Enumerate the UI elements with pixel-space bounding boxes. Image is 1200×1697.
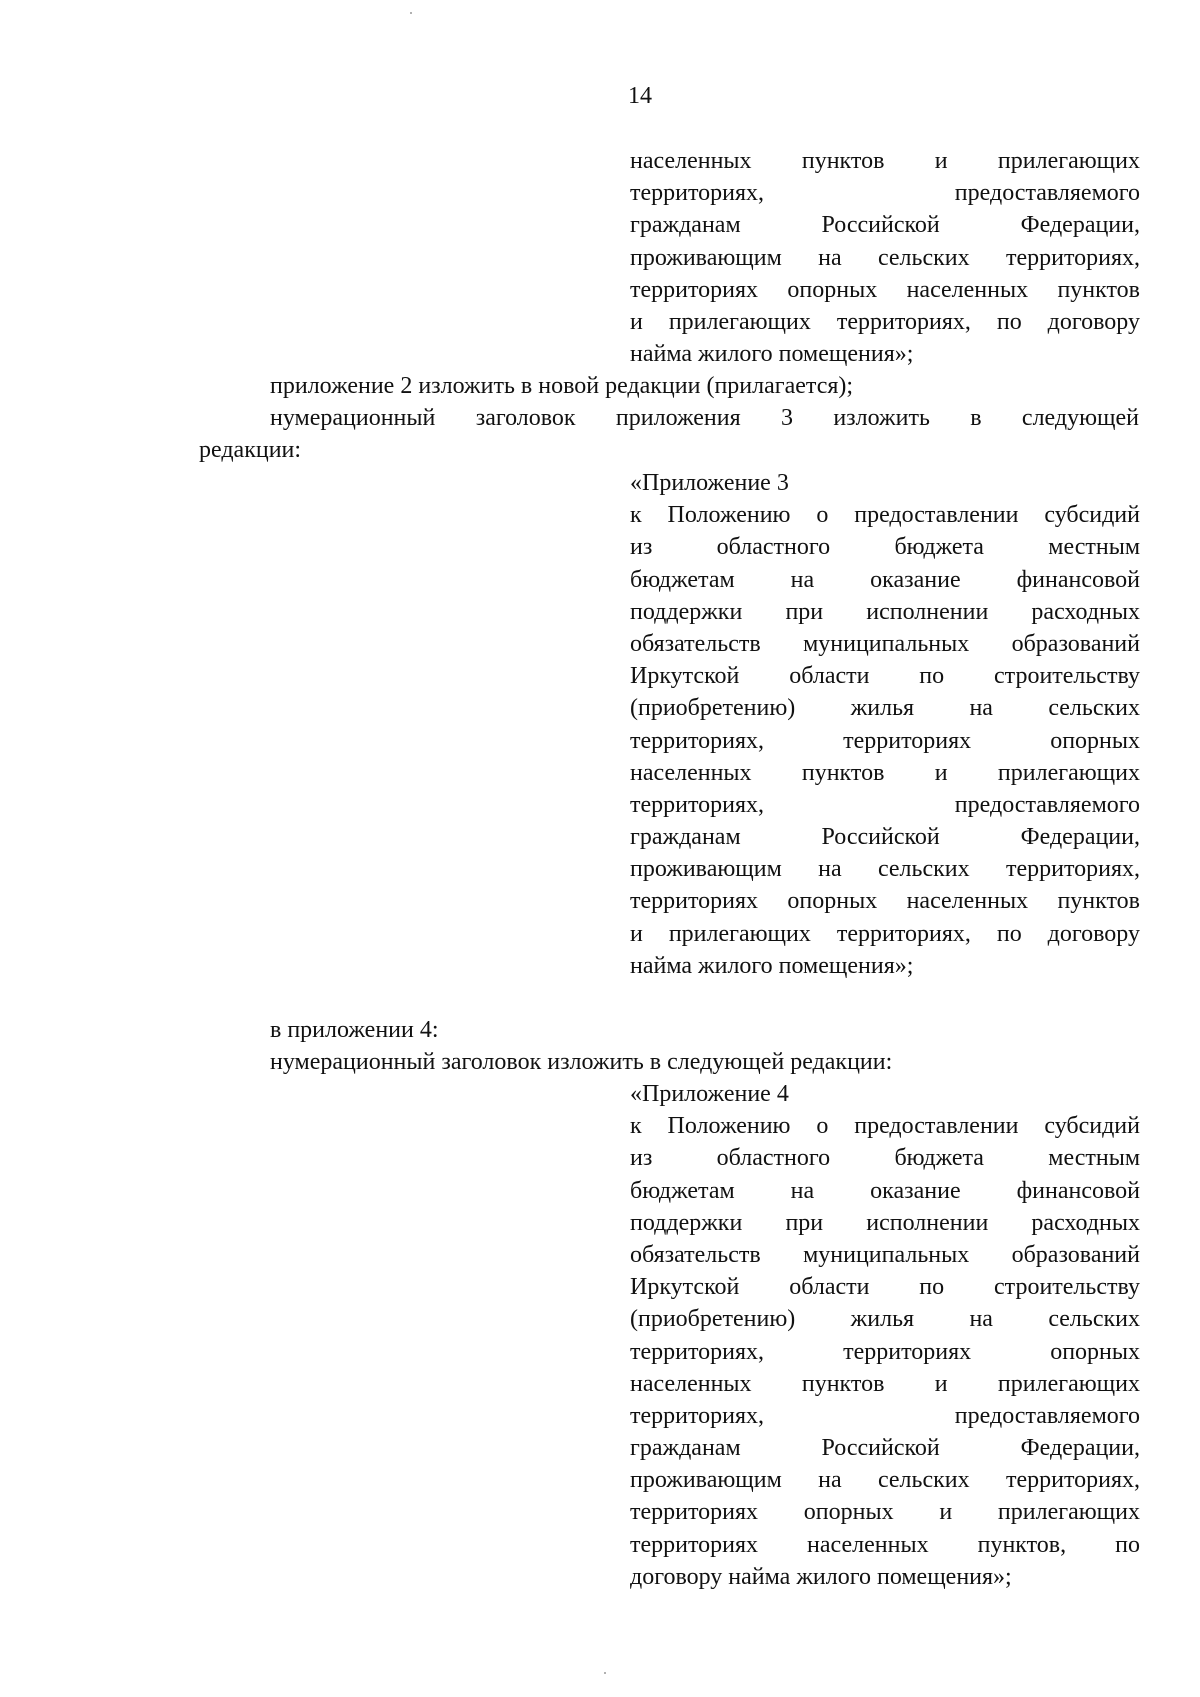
appendix-3-line: бюджетам на оказание финансовой — [630, 566, 1140, 593]
appendix-4-line: территориях опорных и прилегающих — [630, 1499, 1140, 1526]
top-block-line: гражданам Российской Федерации, — [630, 212, 1140, 239]
page-number: 14 — [628, 83, 652, 109]
appendix-3-line: к Положению о предоставлении субсидий — [630, 502, 1140, 529]
appendix-3-line: проживающим на сельских территориях, — [630, 856, 1140, 883]
appendix-4-line: (приобретению) жилья на сельских — [630, 1306, 1140, 1333]
top-block-line: территориях, предоставляемого — [630, 180, 1140, 207]
appendix-3-line: найма жилого помещения»; — [630, 952, 914, 979]
top-block-line: проживающим на сельских территориях, — [630, 244, 1140, 271]
appendix-4-line: обязательств муниципальных образований — [630, 1241, 1140, 1268]
appendix-3-heading-block — [630, 467, 1140, 982]
appendix-4-line: бюджетам на оказание финансовой — [630, 1177, 1140, 1204]
appendix-3-line: «Приложение 3 — [630, 470, 789, 496]
appendix-3-line: и прилегающих территориях, по договору — [630, 920, 1140, 947]
appendix-4-line: гражданам Российской Федерации, — [630, 1435, 1140, 1462]
paragraph-appendix-3-heading — [199, 402, 1139, 466]
appendix-4-line: договору найма жилого помещения»; — [630, 1563, 1012, 1590]
top-block-line: населенных пунктов и прилегающих — [630, 148, 1140, 174]
top-continuation-block — [630, 145, 1140, 370]
appendix-3-line: поддержки при исполнении расходных — [630, 598, 1140, 625]
appendix-4-line: территориях населенных пунктов, по — [630, 1531, 1140, 1558]
appendix-3-line: (приобретению) жилья на сельских — [630, 695, 1140, 722]
appendix-4-line: поддержки при исполнении расходных — [630, 1209, 1140, 1236]
paragraph-line: нумерационный заголовок приложения 3 изложить в следующей — [270, 405, 1139, 431]
appendix-4-line: территориях, территориях опорных — [630, 1338, 1140, 1365]
appendix-4-line: из областного бюджета местным — [630, 1145, 1140, 1172]
appendix-3-line: из областного бюджета местным — [630, 534, 1140, 561]
appendix-3-line: территориях опорных населенных пунктов — [630, 888, 1140, 915]
appendix-4-line: «Приложение 4 — [630, 1081, 789, 1107]
appendix-3-line: населенных пунктов и прилегающих — [630, 759, 1140, 786]
appendix-4-heading-block — [630, 1078, 1140, 1593]
appendix-3-line: территориях, предоставляемого — [630, 791, 1140, 818]
top-block-line: и прилегающих территориях, по договору — [630, 308, 1140, 335]
paragraph-appendix-4-intro: в приложении 4: — [270, 1017, 439, 1043]
appendix-3-line: территориях, территориях опорных — [630, 727, 1140, 754]
paragraph-line: редакции: — [199, 437, 302, 464]
appendix-3-line: Иркутской области по строительству — [630, 663, 1140, 690]
top-block-line: найма жилого помещения»; — [630, 341, 914, 368]
top-block-line: территориях опорных населенных пунктов — [630, 276, 1140, 303]
appendix-3-line: обязательств муниципальных образований — [630, 630, 1140, 657]
appendix-3-line: гражданам Российской Федерации, — [630, 824, 1140, 851]
scan-speck — [604, 1672, 606, 1674]
paragraph-appendix-2: приложение 2 изложить в новой редакции (прилагается); — [270, 373, 854, 399]
appendix-4-line: проживающим на сельских территориях, — [630, 1467, 1140, 1494]
appendix-4-line: к Положению о предоставлении субсидий — [630, 1113, 1140, 1140]
appendix-4-line: Иркутской области по строительству — [630, 1274, 1140, 1301]
paragraph-appendix-4-heading: нумерационный заголовок изложить в следующей редакции: — [270, 1049, 893, 1075]
appendix-4-line: территориях, предоставляемого — [630, 1402, 1140, 1429]
appendix-4-line: населенных пунктов и прилегающих — [630, 1370, 1140, 1397]
scan-speck — [410, 12, 412, 14]
